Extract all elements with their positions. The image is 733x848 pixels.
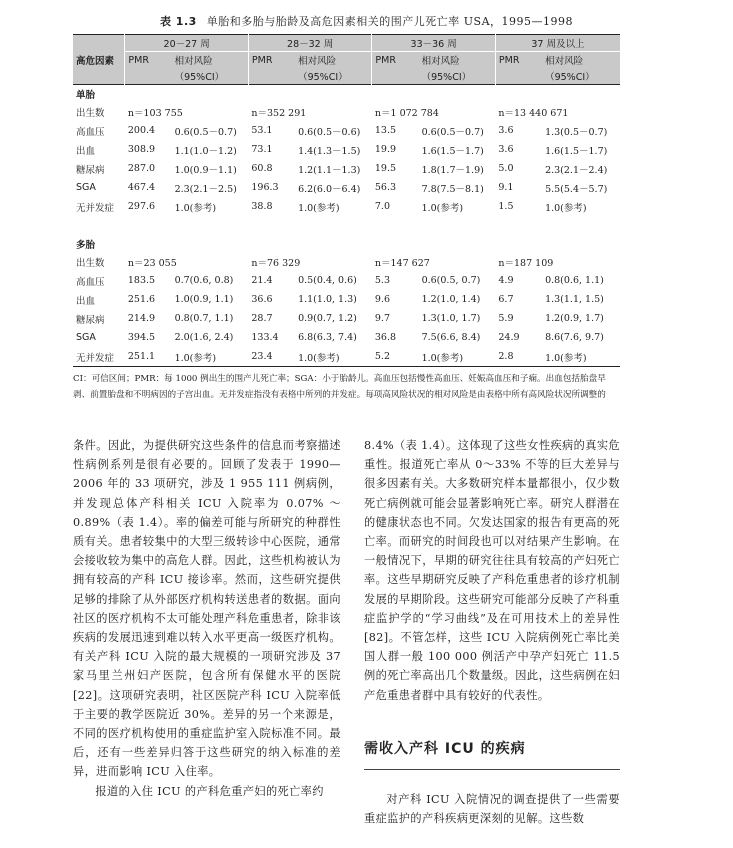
ci-header: （95%CI） [174,72,225,83]
rr-cell: 1.6(1.5－1.7) [545,145,608,157]
risk-factor-header: 高危因素 [76,55,115,67]
row-label: 无并发症 [73,347,125,367]
births-row [73,252,620,271]
pmr-cell: 183.5 [127,275,156,286]
table-row [73,328,620,347]
rr-cell: 1.3(1.0, 1.7) [421,313,481,324]
births-count: n＝103 755 [127,107,183,119]
rr-cell: 1.0(参考) [542,347,620,367]
births-count: n＝187 109 [498,257,554,269]
rr-cell: 0.7(0.6, 0.8) [174,275,234,286]
births-row [73,102,620,121]
table-row [73,290,620,309]
heading-rule [364,769,620,770]
rr-cell: 0.6(0.5, 0.7) [421,275,481,286]
table-row [73,309,620,328]
table-footnote: CI：可信区间；PMR：每 1000 例出生的围产儿死亡率；SGA：小于胎龄儿。高血压包括慢性高血压、妊娠高血压和子痫。出血包括胎盘早剥、前置胎盘和不明病因的子宫出血。无并发症指没有表格中所列的并发症。每项高风险状况的相对风险是由表格中所有高风险状况所调整的 [73,374,606,400]
rr-cell: 0.6(0.5－0.6) [298,126,361,138]
pmr-cell: 3.6 [498,125,514,136]
rr-cell: 1.3(1.1, 1.5) [545,294,604,305]
pmr-cell: 2.8 [495,347,542,367]
rr-header: 相对风险 [298,56,337,67]
births-count: n＝352 291 [251,107,307,119]
rr-header: 相对风险 [421,56,460,67]
ci-header: （95%CI） [545,72,595,83]
births-count: n＝23 055 [127,257,177,269]
rr-cell: 1.1(1.0, 1.3) [298,294,357,305]
pmr-cell: 287.0 [127,163,156,174]
rr-cell: 1.0(参考) [545,202,587,214]
rr-cell: 2.3(2.1－2.4) [545,164,608,176]
rr-cell: 2.3(2.1－2.5) [174,183,237,195]
paragraph: 对产科 ICU 入院情况的调查提供了一些需要重症监护的产科疾病更深刻的见解。这些数 [364,793,620,826]
pmr-cell: 297.6 [127,201,156,212]
pmr-cell: 251.6 [127,294,156,305]
period-header: 33－36 周 [372,35,496,52]
row-label: 出血 [76,145,96,157]
pmr-cell: 133.4 [251,332,279,343]
period-header: 20－27 周 [125,35,249,52]
rr-cell: 1.0(参考) [174,202,217,214]
section-heading: 需收入产科 ICU 的疾病 [364,741,526,757]
rr-header: 相对风险 [545,56,584,67]
pmr-header: PMR [372,52,419,69]
pmr-cell: 53.1 [251,125,273,136]
row-label: SGA [76,332,96,343]
rr-cell: 1.8(1.7－1.9) [421,164,484,176]
pmr-cell: 21.4 [251,275,273,286]
pmr-cell: 5.3 [374,275,390,286]
section-title: 多胎 [76,239,96,251]
pmr-cell: 28.7 [251,313,273,324]
row-label: SGA [76,182,96,193]
rr-cell: 1.0(参考) [298,202,340,214]
rr-cell: 1.6(1.5－1.7) [421,145,484,157]
rr-cell: 1.2(1.0, 1.4) [421,294,481,305]
pmr-cell: 4.9 [498,275,514,286]
mortality-table [73,34,620,367]
pmr-header: PMR [495,52,542,69]
rr-header: 相对风险 [174,56,213,67]
rr-cell: 8.6(7.6, 9.7) [545,332,604,343]
paragraph: 条件。因此，为提供研究这些条件的信息而考察描述性病例系列是很有必要的。回顾了发表于 1990—2006 年的 33 项研究，涉及 1 955 111 例病例，并发现总体产科相关 ICU 入院率为 0.07% ～0.89%（表 1.4）。率的偏差可能与所研究的种群性质有关。患者较集中的大型三级转诊中心医院，通常会接收较为集中的高危人群。因此，这些机构被认为拥有较高的产科 ICU 接诊率。然而，这些研究提供足够的排除了从外部医疗机构转送患者的数据。面向社区的医疗机构不太可能处理产科危重患者，除非该疾病的发展迅速到难以转入水平更高一级医疗机构。有关产科 ICU 入院的最大规模的一项研究涉及 37 家马里兰州妇产医院，包含所有保健水平的医院[22]。这项研究表明，社区医院产科 ICU 入院率低于主要的教学医院近 30%。差异的另一个来源是，不同的医疗机构使用的重症监护室入院标准不同。最后，还有一些差异归答于这些研究的纳入标准的差异，进而影响 ICU 入住率。 [73,439,341,779]
pmr-cell: 9.7 [374,313,390,324]
row-label: 糖尿病 [76,164,105,176]
rr-cell: 0.6(0.5－0.7) [174,126,237,138]
section-title: 单胎 [76,89,96,101]
rr-cell: 1.0(参考) [421,202,464,214]
pmr-cell: 13.5 [374,125,397,136]
left-column [73,436,341,801]
pmr-cell: 19.9 [374,144,397,155]
row-label: 出生数 [76,257,105,269]
rr-cell: 0.5(0.4, 0.6) [298,275,357,286]
births-count: n＝1 072 784 [374,107,439,119]
right-column-continued [364,790,620,828]
rr-cell: 1.2(0.9, 1.7) [545,313,604,324]
table-row [73,197,620,216]
pmr-header: PMR [125,52,172,69]
ci-header: （95%CI） [421,72,472,83]
paragraph: 8.4%（表 1.4）。这体现了这些女性疾病的真实危重性。报道死亡率从 0～33% 不等的巨大差异与很多因素有关。大多数研究样本量都很小，仅少数死亡病例就可能会显著影响死亡率。研究人群潜在的健康状态也不同。欠发达国家的报告有更高的死亡率。而研究的时间段也可以对结果产生影响。在一般情况下，早期的研究往往具有较高的产妇死亡率。这些早期研究反映了产科危重患者的诊疗机制发展的早期阶段。这些研究可能部分反映了产科重症监护学的“学习曲线”及在可用技术上的差异性[82]。不管怎样，这些 ICU 入院病例死亡率比美国人群一般 100 000 例活产中孕产妇死亡 11.5 例的死亡率高出几个数量级。因此，这些病例在妇产危重患者群中具有较好的代表性。 [364,439,620,702]
section-row [73,85,620,103]
pmr-cell: 36.8 [374,332,397,343]
row-label: 无并发症 [76,202,115,214]
rr-cell: 0.9(0.7, 1.2) [298,313,357,324]
pmr-cell: 5.2 [372,347,419,367]
rr-cell: 1.0(0.9, 1.1) [174,294,234,305]
rr-cell: 1.1(1.0－1.2) [174,145,237,157]
rr-cell: 7.5(6.6, 8.4) [421,332,481,343]
pmr-cell: 1.5 [498,201,514,212]
rr-cell: 1.0(参考) [172,347,249,367]
table-row [73,159,620,178]
rr-cell: 1.0(0.9－1.1) [174,164,237,176]
period-header: 37 周及以上 [495,35,620,52]
pmr-cell: 6.7 [498,294,514,305]
period-header: 28－32 周 [248,35,372,52]
births-count: n＝76 329 [251,257,301,269]
row-label: 高血压 [76,276,105,288]
table-number: 表 1.3 [159,15,197,28]
rr-cell: 6.2(6.0－6.4) [298,183,361,195]
spacer-row [73,216,620,235]
pmr-cell: 200.4 [127,125,156,136]
table-row [73,347,620,367]
pmr-cell: 5.9 [498,313,514,324]
pmr-cell: 23.4 [248,347,295,367]
pmr-cell: 196.3 [251,182,279,193]
row-label: 出生数 [76,107,105,119]
rr-cell: 1.4(1.3－1.5) [298,145,361,157]
pmr-cell: 3.6 [498,144,514,155]
rr-cell: 0.8(0.7, 1.1) [174,313,234,324]
pmr-cell: 38.8 [251,201,273,212]
rr-cell: 2.0(1.6, 2.4) [174,332,234,343]
table-row [73,271,620,290]
pmr-cell: 24.9 [498,332,520,343]
rr-cell: 1.3(0.5－0.7) [545,126,608,138]
right-column [364,436,620,705]
row-label: 出血 [76,295,96,307]
ci-header: （95%CI） [298,72,348,83]
pmr-cell: 5.0 [498,163,514,174]
pmr-cell: 19.5 [374,163,397,174]
pmr-cell: 9.1 [498,182,514,193]
pmr-cell: 467.4 [127,182,156,193]
table-title: 单胎和多胎与胎龄及高危因素相关的围产儿死亡率 USA，1995—1998 [206,15,574,28]
table-row [73,140,620,159]
rr-cell: 0.8(0.6, 1.1) [545,275,604,286]
rr-cell: 1.0(参考) [295,347,372,367]
pmr-cell: 9.6 [374,294,390,305]
pmr-cell: 56.3 [374,182,397,193]
pmr-cell: 251.1 [125,347,172,367]
births-count: n＝147 627 [374,257,430,269]
pmr-cell: 73.1 [251,144,273,155]
paragraph: 报道的入住 ICU 的产科危重产妇的死亡率约 [95,784,324,798]
table-row [73,121,620,140]
pmr-cell: 394.5 [127,332,156,343]
table-caption [0,13,733,29]
pmr-cell: 308.9 [127,144,156,155]
rr-cell: 7.8(7.5－8.1) [421,183,484,195]
row-label: 高血压 [76,126,105,138]
rr-cell: 1.0(参考) [419,347,496,367]
pmr-cell: 214.9 [127,313,156,324]
rr-cell: 5.5(5.4－5.7) [545,183,608,195]
rr-cell: 0.6(0.5－0.7) [421,126,484,138]
rr-cell: 6.8(6.3, 7.4) [298,332,357,343]
table-row [73,178,620,197]
pmr-cell: 7.0 [374,201,390,212]
pmr-header: PMR [248,52,295,69]
births-count: n＝13 440 671 [498,107,569,119]
row-label: 糖尿病 [76,314,105,326]
pmr-cell: 60.8 [251,163,273,174]
rr-cell: 1.2(1.1－1.3) [298,164,361,176]
section-row [73,235,620,252]
pmr-cell: 36.6 [251,294,273,305]
